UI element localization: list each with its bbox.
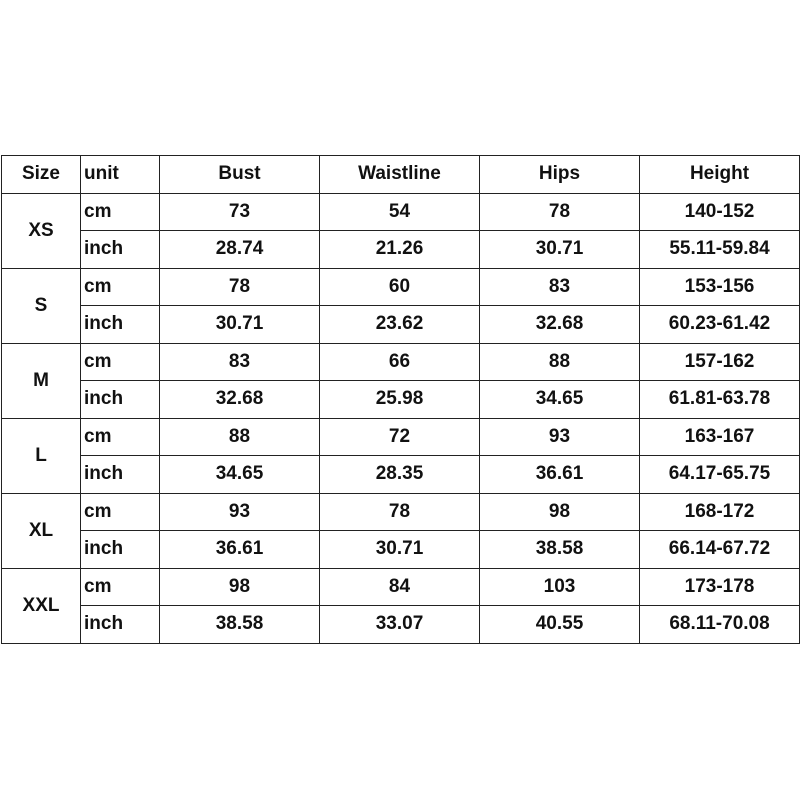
- waistline-value-cell: 28.35: [320, 456, 480, 494]
- unit-cell: cm: [81, 418, 160, 456]
- waistline-value-cell: 72: [320, 418, 480, 456]
- header-bust: Bust: [160, 156, 320, 194]
- waistline-value-cell: 66: [320, 343, 480, 381]
- bust-value-cell: 30.71: [160, 306, 320, 344]
- unit-cell: cm: [81, 493, 160, 531]
- waistline-value-cell: 84: [320, 568, 480, 606]
- table-header: [2, 156, 800, 194]
- height-value-cell: 64.17-65.75: [640, 456, 800, 494]
- hips-value-cell: 34.65: [480, 381, 640, 419]
- size-label-cell: S: [2, 268, 81, 343]
- height-value-cell: 61.81-63.78: [640, 381, 800, 419]
- header-hips: Hips: [480, 156, 640, 194]
- header-size: Size: [2, 156, 81, 194]
- bust-value-cell: 34.65: [160, 456, 320, 494]
- height-value-cell: 140-152: [640, 193, 800, 231]
- unit-cell: inch: [81, 231, 160, 269]
- hips-value-cell: 83: [480, 268, 640, 306]
- waistline-value-cell: 23.62: [320, 306, 480, 344]
- waistline-value-cell: 33.07: [320, 606, 480, 644]
- height-value-cell: 163-167: [640, 418, 800, 456]
- waistline-value-cell: 78: [320, 493, 480, 531]
- height-value-cell: 157-162: [640, 343, 800, 381]
- size-label-cell: XXL: [2, 568, 81, 643]
- unit-cell: inch: [81, 456, 160, 494]
- table-row: [2, 456, 800, 494]
- bust-value-cell: 73: [160, 193, 320, 231]
- size-label-cell: XS: [2, 193, 81, 268]
- table-row: [2, 343, 800, 381]
- unit-cell: cm: [81, 568, 160, 606]
- height-value-cell: 68.11-70.08: [640, 606, 800, 644]
- header-waistline: Waistline: [320, 156, 480, 194]
- height-value-cell: 55.11-59.84: [640, 231, 800, 269]
- header-unit: unit: [81, 156, 160, 194]
- unit-cell: cm: [81, 343, 160, 381]
- hips-value-cell: 93: [480, 418, 640, 456]
- hips-value-cell: 30.71: [480, 231, 640, 269]
- unit-cell: cm: [81, 268, 160, 306]
- waistline-value-cell: 30.71: [320, 531, 480, 569]
- size-label-cell: L: [2, 418, 81, 493]
- table-row: [2, 606, 800, 644]
- waistline-value-cell: 54: [320, 193, 480, 231]
- size-label-cell: XL: [2, 493, 81, 568]
- header-height: Height: [640, 156, 800, 194]
- hips-value-cell: 32.68: [480, 306, 640, 344]
- unit-cell: cm: [81, 193, 160, 231]
- height-value-cell: 66.14-67.72: [640, 531, 800, 569]
- table-row: [2, 531, 800, 569]
- unit-cell: inch: [81, 606, 160, 644]
- bust-value-cell: 83: [160, 343, 320, 381]
- hips-value-cell: 103: [480, 568, 640, 606]
- hips-value-cell: 40.55: [480, 606, 640, 644]
- bust-value-cell: 28.74: [160, 231, 320, 269]
- table-row: [2, 268, 800, 306]
- height-value-cell: 168-172: [640, 493, 800, 531]
- height-value-cell: 60.23-61.42: [640, 306, 800, 344]
- table-row: [2, 418, 800, 456]
- table-row: [2, 193, 800, 231]
- table-body: [2, 193, 800, 643]
- unit-cell: inch: [81, 531, 160, 569]
- bust-value-cell: 32.68: [160, 381, 320, 419]
- hips-value-cell: 36.61: [480, 456, 640, 494]
- hips-value-cell: 98: [480, 493, 640, 531]
- size-chart-table: [1, 155, 800, 644]
- waistline-value-cell: 25.98: [320, 381, 480, 419]
- size-label-cell: M: [2, 343, 81, 418]
- hips-value-cell: 78: [480, 193, 640, 231]
- bust-value-cell: 93: [160, 493, 320, 531]
- waistline-value-cell: 21.26: [320, 231, 480, 269]
- waistline-value-cell: 60: [320, 268, 480, 306]
- bust-value-cell: 78: [160, 268, 320, 306]
- table-row: [2, 231, 800, 269]
- bust-value-cell: 88: [160, 418, 320, 456]
- table-row: [2, 306, 800, 344]
- height-value-cell: 173-178: [640, 568, 800, 606]
- hips-value-cell: 38.58: [480, 531, 640, 569]
- table-row: [2, 568, 800, 606]
- unit-cell: inch: [81, 306, 160, 344]
- table-row: [2, 381, 800, 419]
- unit-cell: inch: [81, 381, 160, 419]
- bust-value-cell: 36.61: [160, 531, 320, 569]
- height-value-cell: 153-156: [640, 268, 800, 306]
- bust-value-cell: 98: [160, 568, 320, 606]
- bust-value-cell: 38.58: [160, 606, 320, 644]
- hips-value-cell: 88: [480, 343, 640, 381]
- header-row: [2, 156, 800, 194]
- table-row: [2, 493, 800, 531]
